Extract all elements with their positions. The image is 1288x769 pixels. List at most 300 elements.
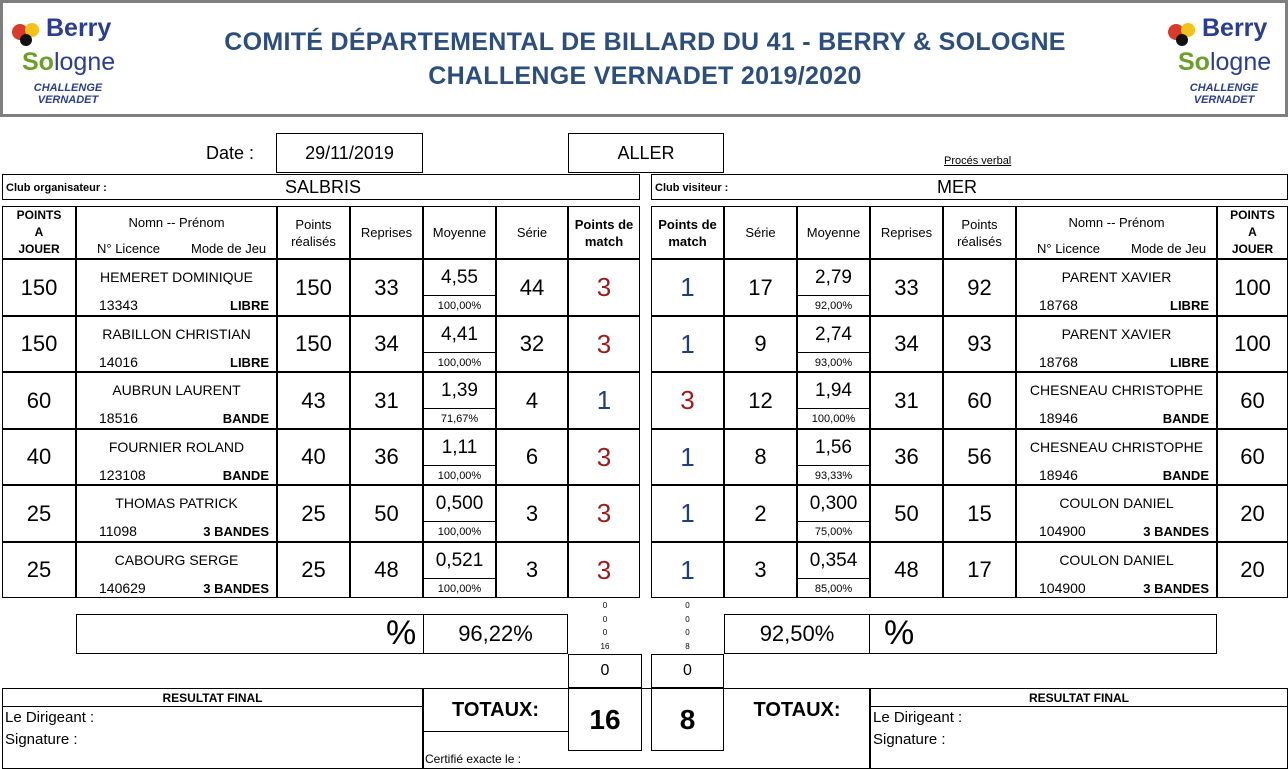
certifie-label: Certifié exacte le : bbox=[425, 752, 522, 766]
home-resultat-title: RESULTAT FINAL bbox=[162, 691, 263, 705]
away-row-4-rep bbox=[870, 485, 943, 542]
player-mode: 3 BANDES bbox=[203, 524, 269, 539]
away-row-4-pr bbox=[943, 485, 1016, 542]
home-row-5-name bbox=[76, 542, 277, 598]
player-name: THOMAS PATRICK bbox=[115, 495, 238, 511]
home-row-3-paj bbox=[2, 429, 76, 485]
home-header-moy-label bbox=[424, 207, 495, 258]
points-de-match-value: 1 bbox=[680, 498, 695, 528]
away-row-2-moy bbox=[797, 372, 870, 429]
home-zero-cell: 0 bbox=[568, 654, 642, 688]
player-mode: 3 BANDES bbox=[1143, 581, 1209, 596]
header-text: Points de bbox=[658, 216, 717, 232]
header-licence: N° Licence bbox=[97, 241, 161, 256]
paj-value: 100 bbox=[1234, 331, 1271, 356]
home-totaux-separator bbox=[423, 731, 568, 732]
player-licence: 104900 bbox=[1039, 580, 1086, 596]
away-row-3-paj bbox=[1217, 429, 1288, 485]
away-resultat-title: RESULTAT FINAL bbox=[1029, 691, 1129, 705]
header-nom-prenom: Nomn -- Prénom bbox=[1068, 215, 1165, 230]
points-de-match-value: 3 bbox=[680, 385, 695, 415]
rep-value: 33 bbox=[374, 274, 399, 300]
away-small-counts: 0 0 0 8 bbox=[685, 601, 690, 651]
player-name: FOURNIER ROLAND bbox=[108, 439, 245, 455]
header-banner bbox=[0, 0, 1288, 117]
header-text: A bbox=[1248, 225, 1257, 239]
home-header-pm bbox=[568, 206, 640, 259]
away-header-pm-label bbox=[652, 207, 723, 258]
pr-value: 25 bbox=[301, 500, 326, 526]
pr-value: 93 bbox=[967, 331, 992, 356]
paj-value: 60 bbox=[1240, 444, 1265, 469]
player-licence: 14016 bbox=[99, 354, 138, 370]
away-row-4-name bbox=[1016, 485, 1217, 542]
moyenne-value: 0,500 bbox=[435, 493, 484, 514]
home-separator bbox=[2, 706, 423, 707]
logo-berry-text: Berry bbox=[46, 14, 112, 42]
away-header-rep bbox=[870, 206, 943, 259]
billiard-balls-icon bbox=[10, 16, 50, 46]
moyenne-value: 0,300 bbox=[809, 493, 858, 514]
home-row-1-paj bbox=[2, 316, 76, 372]
away-row-2-serie bbox=[724, 372, 797, 429]
header-text: Points bbox=[295, 216, 332, 232]
points-de-match-value: 3 bbox=[596, 554, 612, 585]
player-name: CHESNEAU CHRISTOPHE bbox=[1029, 439, 1204, 455]
away-row-0-rep bbox=[870, 259, 943, 316]
moyenne-percent: 100,00% bbox=[423, 295, 496, 316]
player-licence: 104900 bbox=[1039, 523, 1086, 539]
moyenne-percent: 100,00% bbox=[423, 578, 496, 598]
away-row-3-name bbox=[1016, 429, 1217, 485]
rep-value: 31 bbox=[894, 387, 919, 413]
serie-value: 4 bbox=[525, 387, 539, 413]
header-text: JOUER bbox=[18, 242, 60, 256]
home-row-0-serie bbox=[496, 259, 568, 316]
player-name: COULON DANIEL bbox=[1059, 552, 1174, 568]
points-de-match-value: 1 bbox=[680, 272, 695, 302]
date-label: Date : bbox=[205, 142, 255, 163]
away-row-1-pm bbox=[651, 316, 724, 372]
pr-value: 15 bbox=[967, 500, 992, 526]
moyenne-percent: 100,00% bbox=[423, 465, 496, 485]
moyenne-value: 1,94 bbox=[815, 380, 852, 401]
header-mode: Mode de Jeu bbox=[191, 241, 267, 256]
serie-value: 8 bbox=[754, 444, 767, 469]
pr-value: 92 bbox=[967, 274, 992, 300]
home-row-5-paj bbox=[2, 542, 76, 598]
club-visiteur-value: MER bbox=[937, 176, 977, 197]
club-visiteur-bar bbox=[651, 174, 1288, 200]
home-row-0-pr bbox=[277, 259, 350, 316]
player-name: PARENT XAVIER bbox=[1061, 326, 1172, 342]
home-header-pr-label bbox=[278, 207, 349, 258]
player-name: CABOURG SERGE bbox=[114, 552, 239, 568]
serie-value: 44 bbox=[519, 274, 545, 300]
home-row-4-name bbox=[76, 485, 277, 542]
player-name: HEMERET DOMINIQUE bbox=[100, 269, 253, 285]
away-row-3-pr bbox=[943, 429, 1016, 485]
player-mode: 3 BANDES bbox=[1143, 524, 1209, 539]
away-row-2-name bbox=[1016, 372, 1217, 429]
pr-value: 56 bbox=[967, 444, 992, 469]
header-text: Points de bbox=[574, 216, 634, 232]
home-header-pm-label bbox=[569, 207, 639, 258]
billiard-balls-icon bbox=[1166, 16, 1206, 46]
away-header-pm bbox=[651, 206, 724, 259]
player-mode: BANDE bbox=[1162, 411, 1209, 426]
home-row-4-paj bbox=[2, 485, 76, 542]
pr-value: 43 bbox=[301, 387, 326, 413]
player-name: CHESNEAU CHRISTOPHE bbox=[1029, 382, 1204, 398]
home-header-paj bbox=[2, 206, 76, 259]
logo-sologne-text: Sologne bbox=[1178, 48, 1272, 76]
paj-value: 20 bbox=[1240, 557, 1265, 582]
header-nom-prenom: Nomn -- Prénom bbox=[128, 215, 225, 230]
moyenne-value: 4,55 bbox=[441, 267, 478, 288]
home-header-moy bbox=[423, 206, 496, 259]
rep-value: 48 bbox=[894, 557, 919, 582]
away-row-0-pm bbox=[651, 259, 724, 316]
player-mode: BANDE bbox=[1162, 468, 1209, 483]
header-text: JOUER bbox=[1231, 242, 1274, 256]
header-text: Moyenne bbox=[806, 225, 861, 240]
player-mode: BANDE bbox=[222, 411, 269, 426]
home-header-paj-label bbox=[3, 207, 75, 258]
player-mode: LIBRE bbox=[1170, 298, 1209, 313]
home-row-5-rep bbox=[350, 542, 423, 598]
moyenne-value: 4,41 bbox=[441, 324, 478, 345]
home-row-5-pm bbox=[568, 542, 640, 598]
away-row-5-serie bbox=[724, 542, 797, 598]
away-total-value: 8 bbox=[651, 688, 724, 751]
away-zero-cell: 0 bbox=[651, 654, 724, 688]
rep-value: 50 bbox=[374, 500, 399, 526]
home-row-4-pr bbox=[277, 485, 350, 542]
club-organisateur-label: Club organisateur : bbox=[6, 182, 107, 194]
header-text: Moyenne bbox=[432, 225, 487, 240]
home-row-1-rep bbox=[350, 316, 423, 372]
home-row-3-pr bbox=[277, 429, 350, 485]
pr-value: 60 bbox=[967, 387, 992, 413]
away-row-1-moy bbox=[797, 316, 870, 372]
player-licence: 11098 bbox=[99, 523, 137, 539]
moyenne-percent: 71,67% bbox=[423, 408, 496, 429]
home-row-2-rep bbox=[350, 372, 423, 429]
logo-challenge-text: CHALLENGE VERNADET bbox=[33, 82, 103, 106]
header-text: match bbox=[668, 233, 707, 249]
pr-value: 40 bbox=[301, 444, 326, 469]
home-row-4-moy bbox=[423, 485, 496, 542]
player-mode: LIBRE bbox=[230, 355, 269, 370]
home-dirigeant-label: Le Dirigeant : bbox=[5, 709, 95, 726]
rep-value: 34 bbox=[894, 331, 919, 356]
home-row-4-serie bbox=[496, 485, 568, 542]
header-text: match bbox=[584, 233, 624, 249]
home-header-name bbox=[76, 206, 277, 259]
away-dirigeant-label: Le Dirigeant : bbox=[873, 709, 963, 726]
home-row-2-pm bbox=[568, 372, 640, 429]
away-row-0-moy bbox=[797, 259, 870, 316]
home-row-0-paj bbox=[2, 259, 76, 316]
away-header-pr-label bbox=[944, 207, 1015, 258]
points-de-match-value: 1 bbox=[680, 328, 695, 359]
home-row-3-rep bbox=[350, 429, 423, 485]
away-header-paj bbox=[1217, 206, 1288, 259]
moyenne-value: 2,74 bbox=[815, 324, 852, 345]
moyenne-percent: 92,00% bbox=[797, 295, 870, 316]
away-row-4-serie bbox=[724, 485, 797, 542]
logo-sologne-text: Sologne bbox=[22, 48, 116, 76]
header-text: POINTS bbox=[16, 208, 62, 222]
away-row-4-paj bbox=[1217, 485, 1288, 542]
away-row-5-pr bbox=[943, 542, 1016, 598]
header-text: Points bbox=[961, 216, 998, 232]
points-de-match-value: 3 bbox=[596, 498, 612, 528]
away-header-serie bbox=[724, 206, 797, 259]
away-row-2-pm bbox=[651, 372, 724, 429]
header-mode: Mode de Jeu bbox=[1131, 241, 1207, 256]
away-row-5-paj bbox=[1217, 542, 1288, 598]
player-licence: 18946 bbox=[1039, 410, 1078, 426]
home-totaux-label: TOTAUX: bbox=[451, 698, 540, 721]
serie-value: 3 bbox=[525, 557, 539, 582]
away-header-rep-label bbox=[871, 207, 942, 258]
home-row-2-paj bbox=[2, 372, 76, 429]
player-name: PARENT XAVIER bbox=[1061, 269, 1172, 285]
header-text: Reprises bbox=[880, 225, 933, 240]
player-licence: 18768 bbox=[1039, 354, 1078, 370]
moyenne-percent: 100,00% bbox=[797, 408, 870, 429]
moyenne-value: 1,39 bbox=[441, 380, 478, 401]
home-row-1-pr bbox=[277, 316, 350, 372]
moyenne-value: 1,56 bbox=[815, 437, 852, 458]
serie-value: 32 bbox=[519, 331, 545, 356]
away-row-4-pm bbox=[651, 485, 724, 542]
header-text: POINTS bbox=[1230, 208, 1275, 222]
home-pct-value: 96,22% bbox=[423, 614, 568, 654]
away-row-3-pm bbox=[651, 429, 724, 485]
player-mode: LIBRE bbox=[1170, 355, 1209, 370]
away-separator bbox=[870, 706, 1288, 707]
player-licence: 18946 bbox=[1039, 467, 1078, 483]
player-licence: 140629 bbox=[99, 580, 146, 596]
home-row-3-pm bbox=[568, 429, 640, 485]
player-licence: 18516 bbox=[99, 410, 138, 426]
away-header-name bbox=[1016, 206, 1217, 259]
away-row-2-rep bbox=[870, 372, 943, 429]
home-row-4-rep bbox=[350, 485, 423, 542]
away-row-0-serie bbox=[724, 259, 797, 316]
moyenne-value: 1,11 bbox=[441, 437, 478, 458]
player-licence: 123108 bbox=[99, 467, 146, 483]
player-mode: 3 BANDES bbox=[203, 581, 269, 596]
away-row-1-serie bbox=[724, 316, 797, 372]
rep-value: 36 bbox=[374, 444, 399, 469]
paj-value: 60 bbox=[26, 387, 52, 413]
player-mode: LIBRE bbox=[230, 298, 269, 313]
away-row-3-rep bbox=[870, 429, 943, 485]
home-header-serie bbox=[496, 206, 568, 259]
points-de-match-value: 3 bbox=[596, 328, 612, 359]
player-licence: 13343 bbox=[99, 297, 138, 313]
away-row-5-rep bbox=[870, 542, 943, 598]
club-visiteur-label: Club visiteur : bbox=[655, 182, 729, 194]
away-row-2-pr bbox=[943, 372, 1016, 429]
moyenne-percent: 100,00% bbox=[423, 352, 496, 372]
home-row-3-moy bbox=[423, 429, 496, 485]
away-row-0-pr bbox=[943, 259, 1016, 316]
leg-field: ALLER bbox=[568, 133, 724, 173]
header-text: Reprises bbox=[360, 225, 413, 240]
away-row-2-paj bbox=[1217, 372, 1288, 429]
serie-value: 9 bbox=[754, 331, 767, 356]
home-row-5-moy bbox=[423, 542, 496, 598]
serie-value: 3 bbox=[754, 557, 767, 582]
pr-value: 150 bbox=[295, 274, 332, 300]
rep-value: 31 bbox=[374, 387, 399, 413]
home-row-0-moy bbox=[423, 259, 496, 316]
home-row-2-name bbox=[76, 372, 277, 429]
points-de-match-value: 1 bbox=[596, 385, 612, 415]
home-row-1-serie bbox=[496, 316, 568, 372]
club-organisateur-value: SALBRIS bbox=[284, 176, 362, 197]
away-row-1-name bbox=[1016, 316, 1217, 372]
away-row-0-name bbox=[1016, 259, 1217, 316]
home-header-serie-label bbox=[497, 207, 567, 258]
moyenne-percent: 85,00% bbox=[797, 578, 870, 598]
home-row-0-name bbox=[76, 259, 277, 316]
moyenne-value: 0,521 bbox=[435, 550, 484, 571]
moyenne-percent: 100,00% bbox=[423, 521, 496, 542]
paj-value: 60 bbox=[1240, 387, 1265, 413]
away-header-serie-label bbox=[725, 207, 796, 258]
home-row-3-name bbox=[76, 429, 277, 485]
points-de-match-value: 3 bbox=[596, 272, 612, 302]
rep-value: 36 bbox=[894, 444, 919, 469]
home-row-4-pm bbox=[568, 485, 640, 542]
home-row-5-pr bbox=[277, 542, 350, 598]
home-row-0-rep bbox=[350, 259, 423, 316]
points-de-match-value: 1 bbox=[680, 441, 695, 472]
away-row-5-moy bbox=[797, 542, 870, 598]
away-row-5-name bbox=[1016, 542, 1217, 598]
header-text: Série bbox=[745, 225, 776, 240]
paj-value: 40 bbox=[26, 444, 52, 469]
away-row-3-moy bbox=[797, 429, 870, 485]
rep-value: 48 bbox=[374, 557, 399, 582]
home-row-1-name bbox=[76, 316, 277, 372]
home-small-counts: 0 0 0 16 bbox=[600, 601, 610, 651]
away-signature-label: Signature : bbox=[873, 731, 946, 748]
moyenne-percent: 75,00% bbox=[797, 521, 870, 542]
paj-value: 25 bbox=[26, 557, 52, 582]
logo-left bbox=[8, 12, 128, 112]
paj-value: 150 bbox=[20, 331, 58, 356]
home-row-1-moy bbox=[423, 316, 496, 372]
away-row-4-moy bbox=[797, 485, 870, 542]
proces-verbal-label: Procés verbal bbox=[944, 155, 1012, 167]
away-pct-sign: % bbox=[884, 614, 915, 652]
home-total-value: 16 bbox=[568, 688, 642, 751]
away-row-3-serie bbox=[724, 429, 797, 485]
player-licence: 18768 bbox=[1039, 297, 1078, 313]
home-header-rep bbox=[350, 206, 423, 259]
header-text: A bbox=[34, 225, 44, 239]
player-name: AUBRUN LAURENT bbox=[112, 382, 241, 398]
header-title-line1: COMITÉ DÉPARTEMENTAL DE BILLARD DU 41 - BERRY & SOLOGNE bbox=[224, 27, 1066, 56]
serie-value: 12 bbox=[748, 387, 773, 413]
logo-berry-text: Berry bbox=[1202, 14, 1268, 42]
header-title-line2: CHALLENGE VERNADET 2019/2020 bbox=[428, 61, 862, 90]
away-row-5-pm bbox=[651, 542, 724, 598]
home-signature-label: Signature : bbox=[5, 731, 78, 748]
rep-value: 34 bbox=[374, 331, 399, 356]
home-header-pr bbox=[277, 206, 350, 259]
logo-challenge-text: CHALLENGE VERNADET bbox=[1189, 82, 1259, 106]
serie-value: 6 bbox=[525, 444, 539, 469]
moyenne-percent: 93,00% bbox=[797, 352, 870, 372]
paj-value: 100 bbox=[1234, 274, 1271, 300]
moyenne-percent: 93,33% bbox=[797, 465, 870, 485]
home-row-2-pr bbox=[277, 372, 350, 429]
home-row-3-serie bbox=[496, 429, 568, 485]
points-de-match-value: 3 bbox=[596, 441, 612, 472]
paj-value: 25 bbox=[26, 500, 52, 526]
points-de-match-value: 1 bbox=[680, 554, 695, 585]
home-pct-sign: % bbox=[386, 614, 417, 652]
player-name: RABILLON CHRISTIAN bbox=[102, 326, 251, 342]
away-totaux-label: TOTAUX: bbox=[753, 698, 841, 721]
away-header-paj-label bbox=[1218, 207, 1287, 258]
home-row-5-serie bbox=[496, 542, 568, 598]
player-mode: BANDE bbox=[222, 468, 269, 483]
club-organisateur-bar bbox=[2, 174, 640, 200]
serie-value: 3 bbox=[525, 500, 539, 526]
away-row-1-pr bbox=[943, 316, 1016, 372]
home-row-2-serie bbox=[496, 372, 568, 429]
pr-value: 25 bbox=[301, 557, 326, 582]
moyenne-value: 2,79 bbox=[815, 267, 852, 288]
away-header-moy-label bbox=[798, 207, 869, 258]
away-header-moy bbox=[797, 206, 870, 259]
paj-value: 150 bbox=[20, 274, 58, 300]
home-row-2-moy bbox=[423, 372, 496, 429]
header-text: réalisés bbox=[957, 233, 1002, 249]
away-header-pr bbox=[943, 206, 1016, 259]
pr-value: 150 bbox=[295, 331, 332, 356]
away-pct-value: 92,50% bbox=[724, 614, 870, 654]
home-row-1-pm bbox=[568, 316, 640, 372]
home-row-0-pm bbox=[568, 259, 640, 316]
moyenne-value: 0,354 bbox=[809, 550, 858, 571]
away-row-1-rep bbox=[870, 316, 943, 372]
header-text: réalisés bbox=[291, 233, 336, 249]
serie-value: 2 bbox=[754, 500, 767, 526]
date-field: 29/11/2019 bbox=[276, 133, 423, 173]
pr-value: 17 bbox=[967, 557, 992, 582]
away-row-1-paj bbox=[1217, 316, 1288, 372]
logo-right bbox=[1164, 12, 1284, 112]
away-row-0-paj bbox=[1217, 259, 1288, 316]
serie-value: 17 bbox=[748, 274, 773, 300]
header-text: Série bbox=[516, 225, 548, 240]
rep-value: 33 bbox=[894, 274, 919, 300]
header-licence: N° Licence bbox=[1037, 241, 1101, 256]
home-header-rep-label bbox=[351, 207, 422, 258]
rep-value: 50 bbox=[894, 500, 919, 526]
player-name: COULON DANIEL bbox=[1059, 495, 1174, 511]
